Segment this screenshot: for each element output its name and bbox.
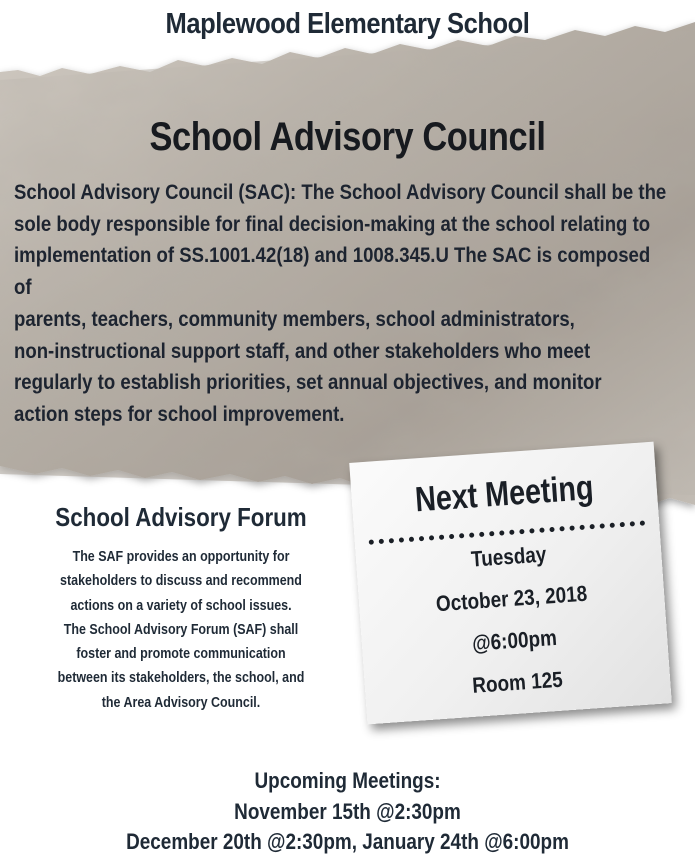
next-meeting-card	[349, 442, 672, 725]
saf-line: the Area Advisory Council.	[101, 694, 261, 711]
saf-line: actions on a variety of school issues.	[70, 597, 292, 614]
next-meeting-title: Next Meeting	[413, 468, 595, 520]
saf-description	[43, 545, 320, 715]
sac-line: sole body responsible for final decision-making at the school relating to	[14, 212, 651, 236]
saf-line: The School Advisory Forum (SAF) shall	[63, 621, 299, 638]
meeting-day: Tuesday	[470, 541, 548, 572]
sac-line: parents, teachers, community members, school administrators,	[14, 307, 575, 331]
school-name-heading: Maplewood Elementary School	[165, 8, 530, 40]
meeting-room: Room 125	[471, 666, 564, 698]
upcoming-heading: Upcoming Meetings:	[254, 768, 441, 793]
sac-line: regularly to establish priorities, set annual objectives, and monitor	[14, 371, 602, 395]
sac-line: non-instructional support staff, and other stakeholders who meet	[14, 339, 591, 363]
upcoming-line-2: December 20th @2:30pm, January 24th @6:00pm	[126, 829, 569, 854]
saf-title: School Advisory Forum	[55, 502, 307, 532]
sac-line: action steps for school improvement.	[14, 402, 345, 426]
saf-line: foster and promote communication	[76, 646, 286, 663]
meeting-time: @6:00pm	[471, 624, 558, 656]
sac-line: School Advisory Council (SAC): The School Advisory Council shall be the	[14, 181, 667, 204]
sac-description	[14, 177, 669, 431]
saf-line: between its stakeholders, the school, and	[57, 670, 305, 687]
meeting-date: October 23, 2018	[435, 580, 588, 617]
saf-line: The SAF provides an opportunity for	[72, 549, 290, 565]
upcoming-line-1: November 15th @2:30pm	[234, 799, 461, 824]
sac-line: implementation of SS.1001.42(18) and 1008.345.U The SAC is composed of	[14, 244, 651, 300]
saf-line: stakeholders to discuss and recommend	[60, 573, 302, 590]
sac-title: School Advisory Council	[149, 115, 546, 159]
